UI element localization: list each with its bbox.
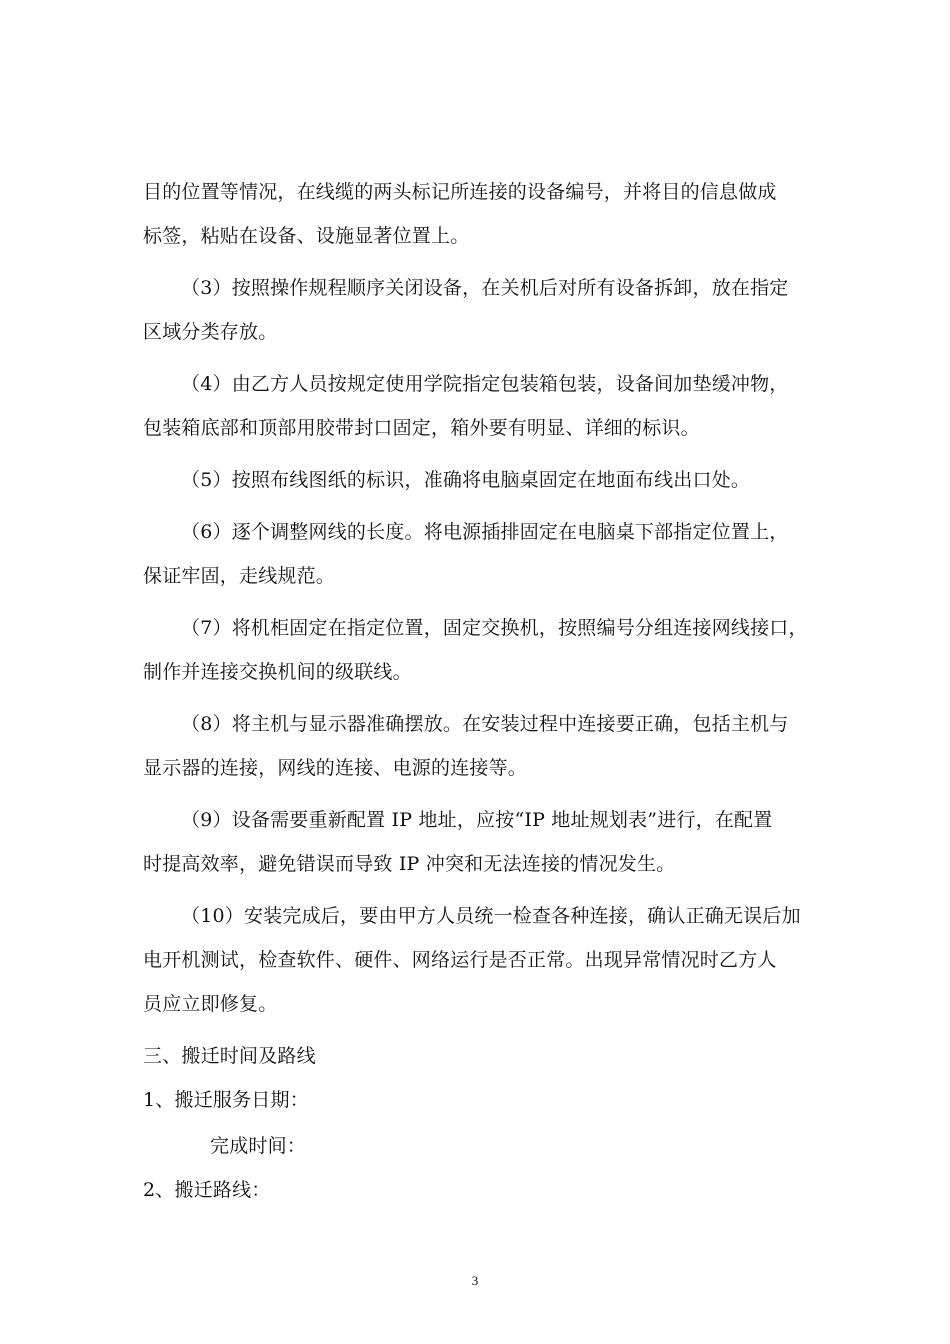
list-item-label: 2、搬迁路线：: [143, 1179, 271, 1201]
paragraph-line: （8）将主机与显示器准确摆放。在安装过程中连接要正确，包括主机与: [181, 713, 789, 735]
page-number: 3: [471, 1273, 479, 1288]
paragraph-line: 目的位置等情况，在线缆的两头标记所连接的设备编号，并将目的信息做成: [143, 181, 777, 203]
paragraph-line: 员应立即修复。: [143, 993, 278, 1015]
paragraph-line: （6）逐个调整网线的长度。将电源插排固定在电脑桌下部指定位置上，: [181, 521, 789, 543]
paragraph-line: 时提高效率，避免错误而导致 IP 冲突和无法连接的情况发生。: [143, 853, 676, 875]
list-item-label: 1、搬迁服务日期：: [143, 1089, 309, 1111]
paragraph-line: 区域分类存放。: [143, 321, 278, 343]
paragraph-line: （7）将机柜固定在指定位置，固定交换机，按照编号分组连接网线接口，: [181, 617, 808, 639]
paragraph-line: （4）由乙方人员按规定使用学院指定包装箱包装，设备间加垫缓冲物，: [181, 373, 789, 395]
list-item-sublabel: 完成时间：: [210, 1135, 307, 1157]
paragraph-line: （9）设备需要重新配置 IP 地址，应按“IP 地址规划表”进行，在配置: [181, 809, 773, 831]
paragraph-line: （10）安装完成后，要由甲方人员统一检查各种连接，确认正确无误后加: [181, 905, 801, 927]
paragraph-line: 包装箱底部和顶部用胶带封口固定，箱外要有明显、详细的标识。: [143, 417, 700, 439]
paragraph-line: （3）按照操作规程顺序关闭设备，在关机后对所有设备拆卸，放在指定: [181, 277, 789, 299]
paragraph-line: 电开机测试，检查软件、硬件、网络运行是否正常。出现异常情况时乙方人: [143, 949, 777, 971]
paragraph-line: 显示器的连接，网线的连接、电源的连接等。: [143, 757, 528, 779]
paragraph-line: 制作并连接交换机间的级联线。: [143, 661, 412, 683]
paragraph-line: 保证牢固，走线规范。: [143, 565, 336, 587]
paragraph-line: 标签，粘贴在设备、设施显著位置上。: [143, 225, 470, 247]
section-heading: 三、搬迁时间及路线: [143, 1045, 316, 1067]
paragraph-line: （5）按照布线图纸的标识，准确将电脑桌固定在地面布线出口处。: [181, 469, 751, 491]
